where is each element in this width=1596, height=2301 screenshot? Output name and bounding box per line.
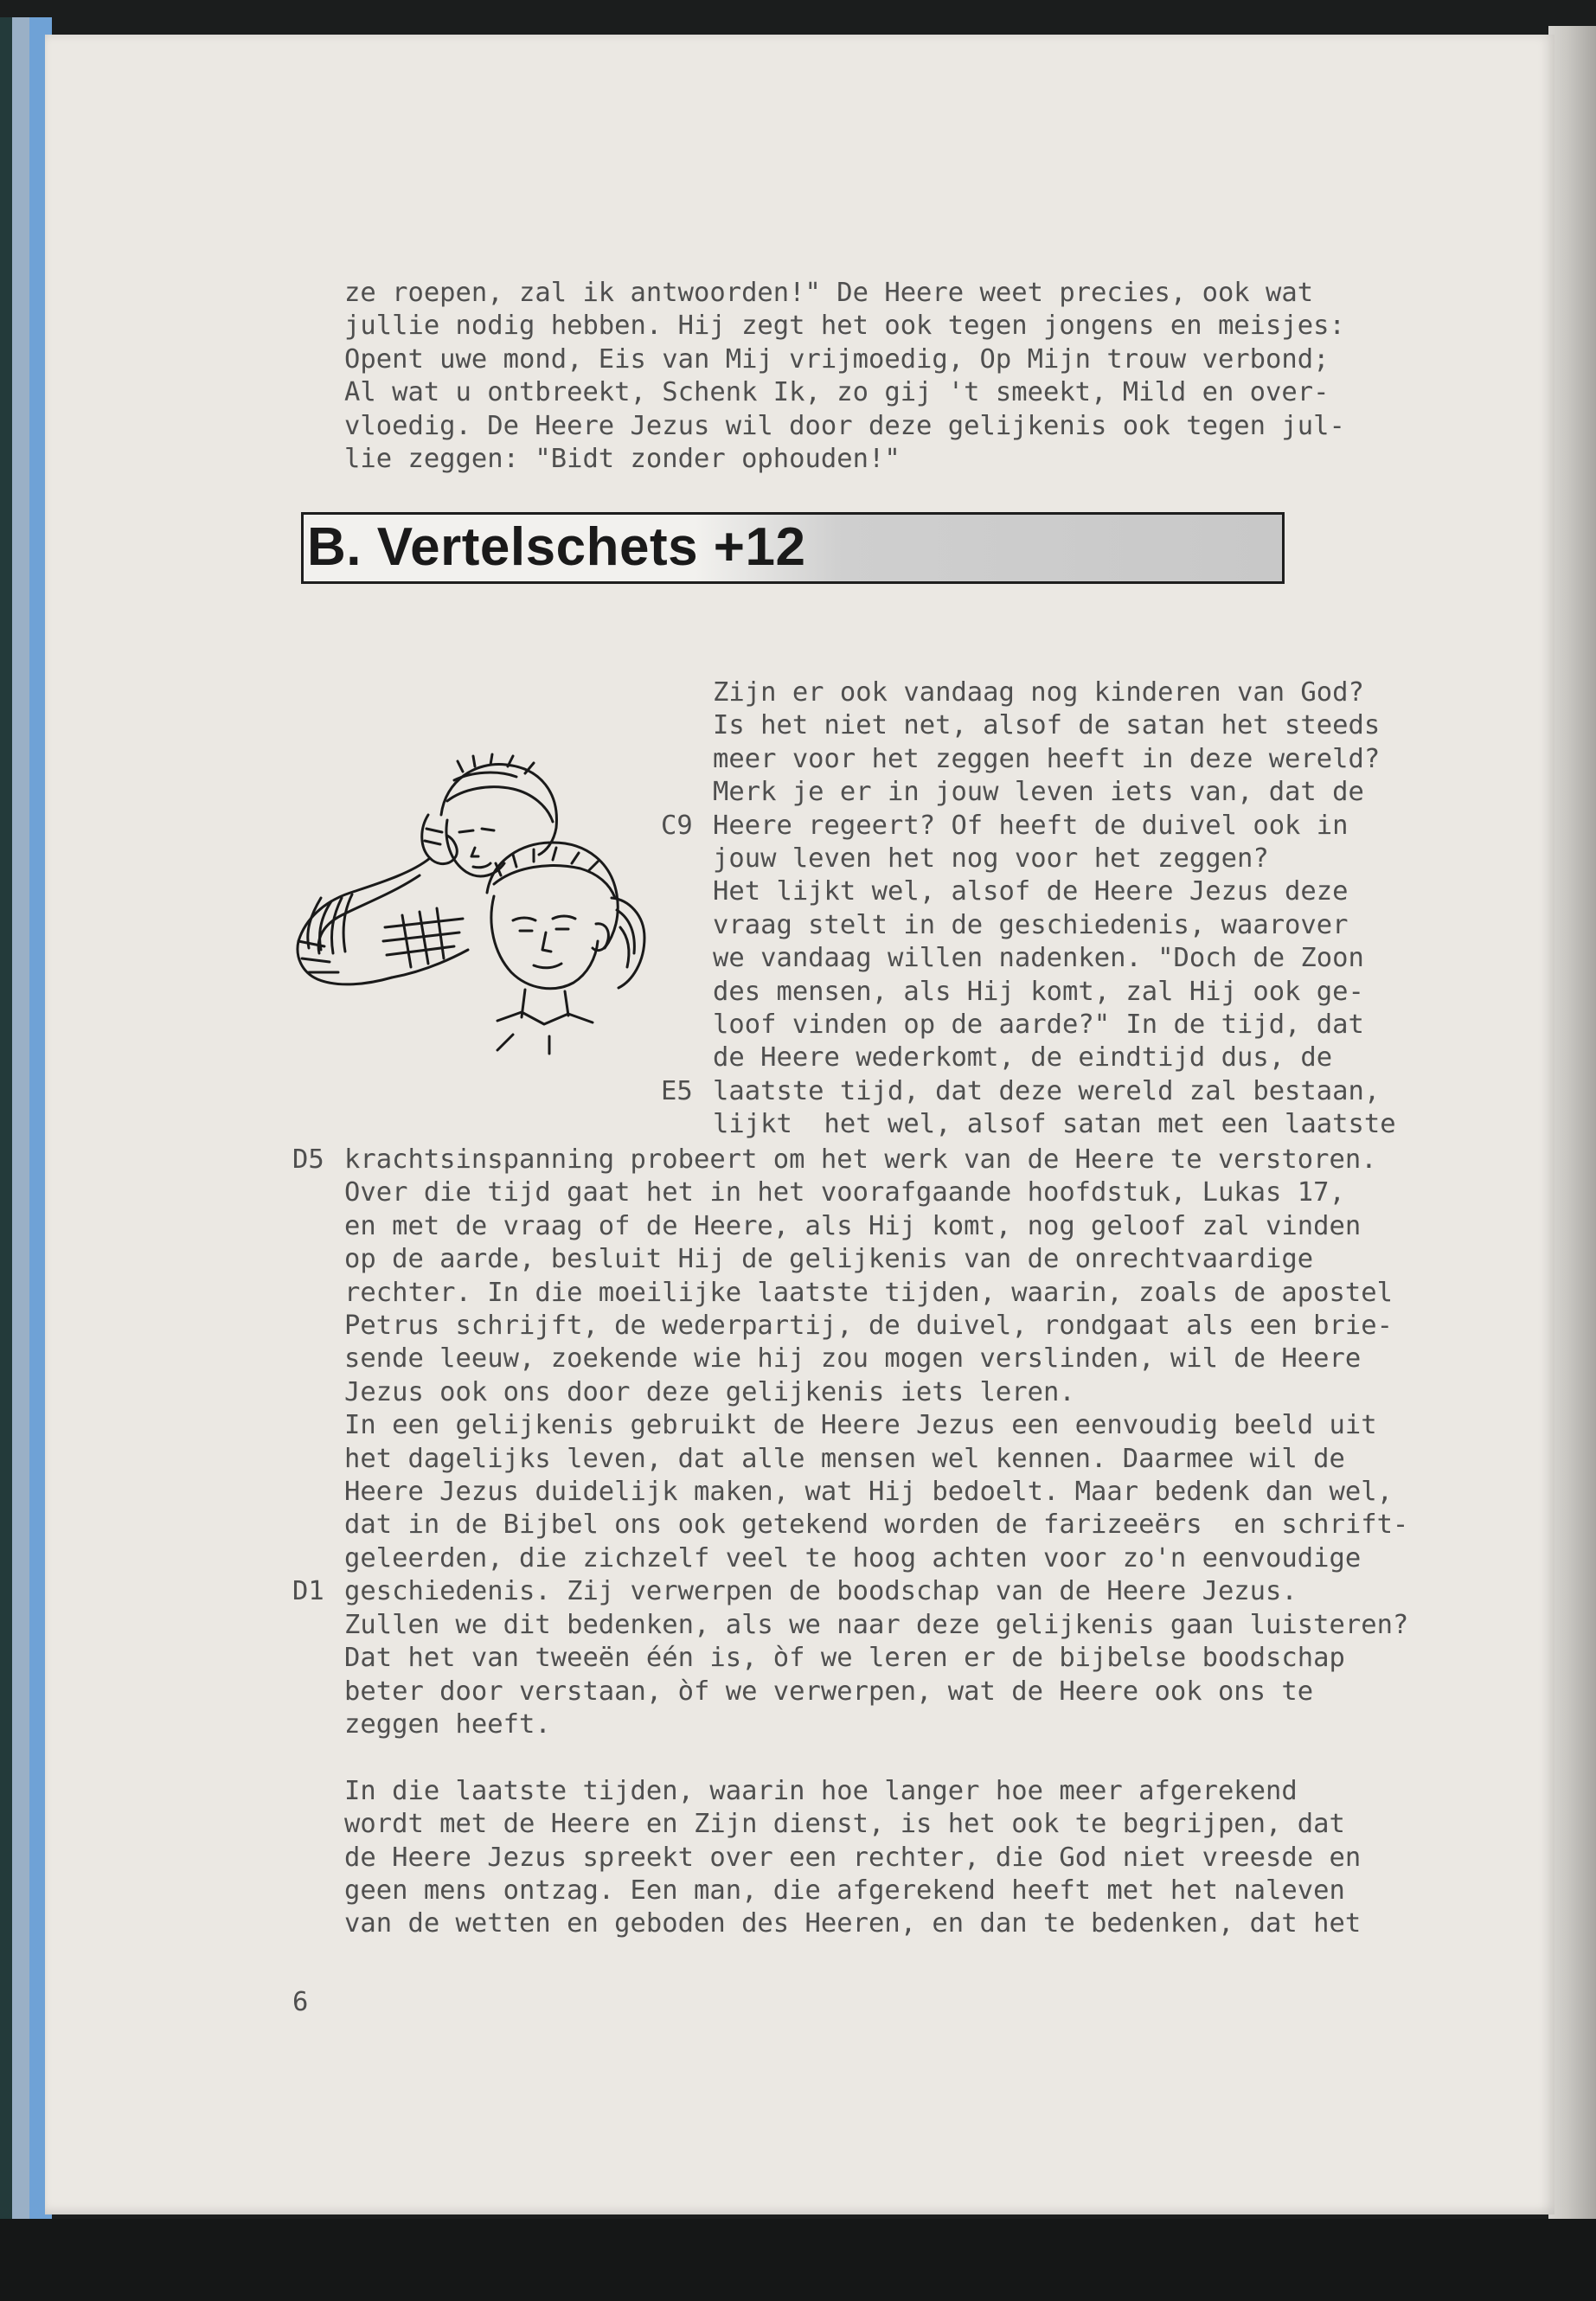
book-spine xyxy=(0,17,52,2240)
text-line: In een gelijkenis gebruikt de Heere Jezus een eenvoudig beeld uit xyxy=(344,1410,1377,1441)
text-line: beter door verstaan, òf we verwerpen, wat de Heere ook ons te xyxy=(344,1676,1314,1707)
text-line: geleerden, die zichzelf veel te hoog achten voor zo'n eenvoudige xyxy=(344,1542,1362,1574)
margin-note-c9: C9 xyxy=(661,811,693,841)
text-line: we vandaag willen nadenken. "Doch de Zoon xyxy=(713,943,1364,974)
text-line: rechter. In die moeilijke laatste tijden, waarin, zoals de apostel xyxy=(344,1277,1393,1308)
text-line: Heere regeert? Of heeft de duivel ook in xyxy=(713,810,1349,841)
text-line: en met de vraag of de Heere, als Hij komt, nog geloof zal vinden xyxy=(344,1210,1362,1241)
text-line: lijkt het wel, alsof satan met een laatste xyxy=(713,1109,1396,1140)
text-line: jullie nodig hebben. Hij zegt het ook tegen jongens en meisjes: xyxy=(344,311,1345,342)
text-line: In die laatste tijden, waarin hoe langer hoe meer afgerekend xyxy=(344,1775,1298,1806)
page-number: 6 xyxy=(292,1987,309,2017)
children-whispering-illustration xyxy=(290,746,688,1057)
intro-paragraph xyxy=(344,277,1345,476)
text-line: vloedig. De Heere Jezus wil door deze gelijkenis ook tegen jul- xyxy=(344,410,1345,441)
text-line: Zijn er ook vandaag nog kinderen van God? xyxy=(713,677,1364,708)
text-line: Over die tijd gaat het in het voorafgaande hoofdstuk, Lukas 17, xyxy=(344,1177,1345,1208)
text-line: Dat het van tweeën één is, òf we leren er de bijbelse boodschap xyxy=(344,1643,1345,1674)
text-line: de Heere wederkomt, de eindtijd dus, de xyxy=(713,1042,1333,1074)
page-edge xyxy=(1548,26,1596,2223)
text-line: wordt met de Heere en Zijn dienst, is het ook te begrijpen, dat xyxy=(344,1809,1345,1840)
section-heading-box xyxy=(301,512,1285,584)
scan-bottom-band xyxy=(0,2219,1596,2301)
text-line: lie zeggen: "Bidt zonder ophouden!" xyxy=(344,444,901,475)
text-line: Is het niet net, alsof de satan het steeds xyxy=(713,710,1381,741)
text-line: sende leeuw, zoekende wie hij zou mogen verslinden, wil de Heere xyxy=(344,1343,1362,1375)
section-heading: B. Vertelschets +12 xyxy=(307,517,806,577)
text-line: des mensen, als Hij komt, zal Hij ook ge- xyxy=(713,976,1364,1007)
margin-note-d1: D1 xyxy=(292,1576,324,1606)
text-line: Het lijkt wel, alsof de Heere Jezus deze xyxy=(713,876,1349,907)
text-line: Heere Jezus duidelijk maken, wat Hij bedoelt. Maar bedenk dan wel, xyxy=(344,1477,1393,1508)
text-line: loof vinden op de aarde?" In de tijd, dat xyxy=(713,1009,1364,1041)
text-line: op de aarde, besluit Hij de gelijkenis van de onrechtvaardige xyxy=(344,1244,1314,1275)
text-line: geschiedenis. Zij verwerpen de boodschap van de Heere Jezus. xyxy=(344,1576,1298,1607)
text-line: Zullen we dit bedenken, als we naar deze gelijkenis gaan luisteren? xyxy=(344,1609,1409,1640)
text-line xyxy=(344,1741,1408,1774)
text-line: Al wat u ontbreekt, Schenk Ik, zo gij 't smeekt, Mild en over- xyxy=(344,377,1330,408)
wrapped-paragraph xyxy=(713,676,1396,1142)
text-line: Opent uwe mond, Eis van Mij vrijmoedig, Op Mijn trouw verbond; xyxy=(344,343,1330,375)
text-line: Petrus schrijft, de wederpartij, de duivel, rondgaat als een brie- xyxy=(344,1311,1393,1342)
text-line: ze roepen, zal ik antwoorden!" De Heere weet precies, ook wat xyxy=(344,278,1314,308)
text-line: jouw leven het nog voor het zeggen? xyxy=(713,843,1269,875)
text-line: laatste tijd, dat deze wereld zal bestaan, xyxy=(713,1075,1381,1106)
text-line: dat in de Bijbel ons ook getekend worden de farizeeërs en schrift- xyxy=(344,1509,1409,1541)
body-paragraphs xyxy=(344,1144,1408,1941)
text-line: krachtsinspanning probeert om het werk van de Heere te verstoren. xyxy=(344,1144,1377,1175)
text-line: het dagelijks leven, dat alle mensen wel kennen. Daarmee wil de xyxy=(344,1443,1345,1474)
margin-note-d5: D5 xyxy=(292,1144,324,1175)
margin-note-e5: E5 xyxy=(661,1076,693,1106)
text-line: geen mens ontzag. Een man, die afgerekend heeft met het naleven xyxy=(344,1875,1345,1906)
text-line: van de wetten en geboden des Heeren, en dan te bedenken, dat het xyxy=(344,1908,1362,1939)
text-line: meer voor het zeggen heeft in deze wereld? xyxy=(713,743,1381,774)
text-line: de Heere Jezus spreekt over een rechter, die God niet vreesde en xyxy=(344,1842,1362,1873)
text-line: vraag stelt in de geschiedenis, waarover xyxy=(713,909,1349,940)
text-line: Jezus ook ons door deze gelijkenis iets leren. xyxy=(344,1376,1075,1407)
text-line: Merk je er in jouw leven iets van, dat de xyxy=(713,777,1364,808)
text-line: zeggen heeft. xyxy=(344,1708,551,1740)
